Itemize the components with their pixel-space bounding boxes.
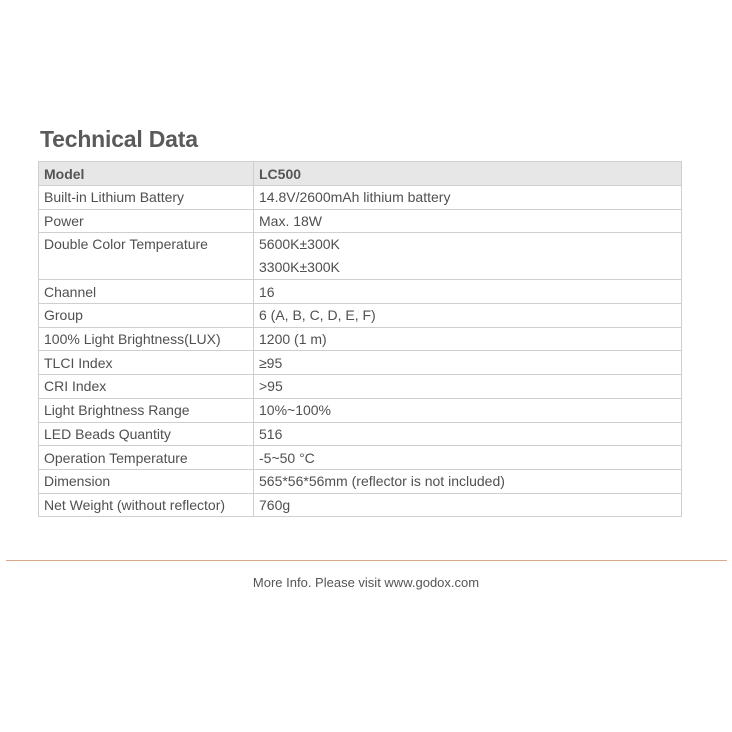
row-value: Max. 18W [254, 209, 682, 233]
row-label: Operation Temperature [39, 446, 254, 470]
row-value: >95 [254, 375, 682, 399]
table-row [39, 422, 682, 446]
row-label: Built-in Lithium Battery [39, 186, 254, 210]
row-label: Power [39, 209, 254, 233]
row-value-line: 5600K±300K [259, 236, 340, 253]
table-row [39, 493, 682, 517]
row-value: 565*56*56mm (reflector is not included) [254, 469, 682, 493]
row-value: 1200 (1 m) [254, 327, 682, 351]
row-label: TLCI Index [39, 351, 254, 375]
row-value: 6 (A, B, C, D, E, F) [254, 304, 682, 328]
table-row [39, 351, 682, 375]
row-label: Group [39, 304, 254, 328]
section-divider [6, 560, 727, 561]
row-value: 760g [254, 493, 682, 517]
row-label: Double Color Temperature [39, 233, 254, 280]
table-row [39, 327, 682, 351]
row-value: 516 [254, 422, 682, 446]
table-row [39, 186, 682, 210]
row-value: 10%~100% [254, 398, 682, 422]
table-row [39, 469, 682, 493]
row-value [254, 233, 682, 280]
row-label: CRI Index [39, 375, 254, 399]
row-value-line: 3300K±300K [259, 259, 340, 276]
row-label: Light Brightness Range [39, 398, 254, 422]
page-title: Technical Data [40, 126, 198, 152]
footer-text: More Info. Please visit www.godox.com [252, 575, 480, 590]
row-label: LED Beads Quantity [39, 422, 254, 446]
row-label: Dimension [39, 469, 254, 493]
table-row [39, 446, 682, 470]
row-value: ≥95 [254, 351, 682, 375]
technical-data-table [38, 161, 682, 517]
row-label: Net Weight (without reflector) [39, 493, 254, 517]
row-value: -5~50 °C [254, 446, 682, 470]
table-row [39, 233, 682, 280]
row-value: 14.8V/2600mAh lithium battery [254, 186, 682, 210]
row-value: 16 [254, 280, 682, 304]
table-row [39, 209, 682, 233]
table-header-row [39, 162, 682, 186]
row-label: 100% Light Brightness(LUX) [39, 327, 254, 351]
table-row [39, 375, 682, 399]
header-cell-label: Model [39, 162, 254, 186]
row-label: Channel [39, 280, 254, 304]
header-cell-value: LC500 [254, 162, 682, 186]
table-row [39, 280, 682, 304]
table-row [39, 304, 682, 328]
table-row [39, 398, 682, 422]
